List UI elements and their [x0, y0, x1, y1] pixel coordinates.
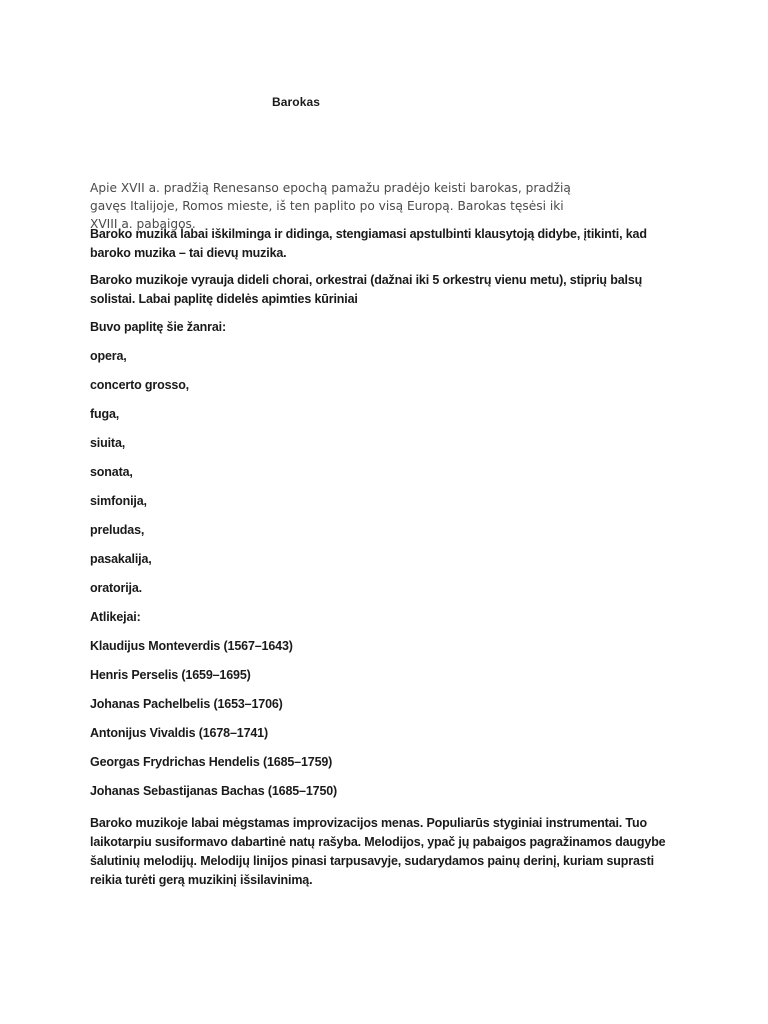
paragraph-2: Baroko muzikoje vyrauja dideli chorai, orkestrai (dažnai iki 5 orkestrų vienu metu), stiprių balsų solistai. Labai paplitę didelės apimties kūriniai [90, 273, 643, 306]
genre-item: fuga, [90, 407, 120, 421]
performer-item: Johanas Pachelbelis (1653–1706) [90, 697, 283, 711]
genre-item: preludas, [90, 523, 145, 537]
genre-item: concerto grosso, [90, 378, 190, 392]
intro-paragraph: Apie XVII a. pradžią Renesanso epochą pamažu pradėjo keisti barokas, pradžią gavęs Italijoje, Romos mieste, iš ten paplito po visą Europą. Barokas tęsėsi iki XVIII a. pabaigos. [90, 181, 571, 231]
genre-item: simfonija, [90, 494, 147, 508]
genre-item: oratorija. [90, 581, 142, 595]
genre-item: siuita, [90, 436, 126, 450]
genre-item: sonata, [90, 465, 133, 479]
performer-item: Johanas Sebastijanas Bachas (1685–1750) [90, 784, 338, 798]
performer-item: Antonijus Vivaldis (1678–1741) [90, 726, 268, 740]
genres-heading: Buvo paplitę šie žanrai: [90, 320, 227, 334]
genre-item: pasakalija, [90, 552, 152, 566]
performers-heading: Atlikejai: [90, 610, 141, 624]
performer-item: Georgas Frydrichas Hendelis (1685–1759) [90, 755, 333, 769]
document-title: Barokas [272, 95, 321, 109]
paragraph-1: Baroko muzika labai iškilminga ir didinga, stengiamasi apstulbinti klausytoją didybe, įtikinti, kad baroko muzika – tai dievų muzika. [90, 227, 647, 260]
performer-item: Henris Perselis (1659–1695) [90, 668, 251, 682]
genre-item: opera, [90, 349, 127, 363]
performer-item: Klaudijus Monteverdis (1567–1643) [90, 639, 293, 653]
paragraph-3: Baroko muzikoje labai mėgstamas improvizacijos menas. Populiarūs styginiai instrumentai. Tuo laikotarpiu susiformavo dabartinė natų rašyba. Melodijos, ypač jų pabaigos pagražinamos daugybe šalutinių melodijų. Melodijų linijos pinasi tarpusavyje, sudarydamos painų derinį, kuriam suprasti reikia turėti gerą muzikinį išsilavinimą. [90, 816, 666, 887]
